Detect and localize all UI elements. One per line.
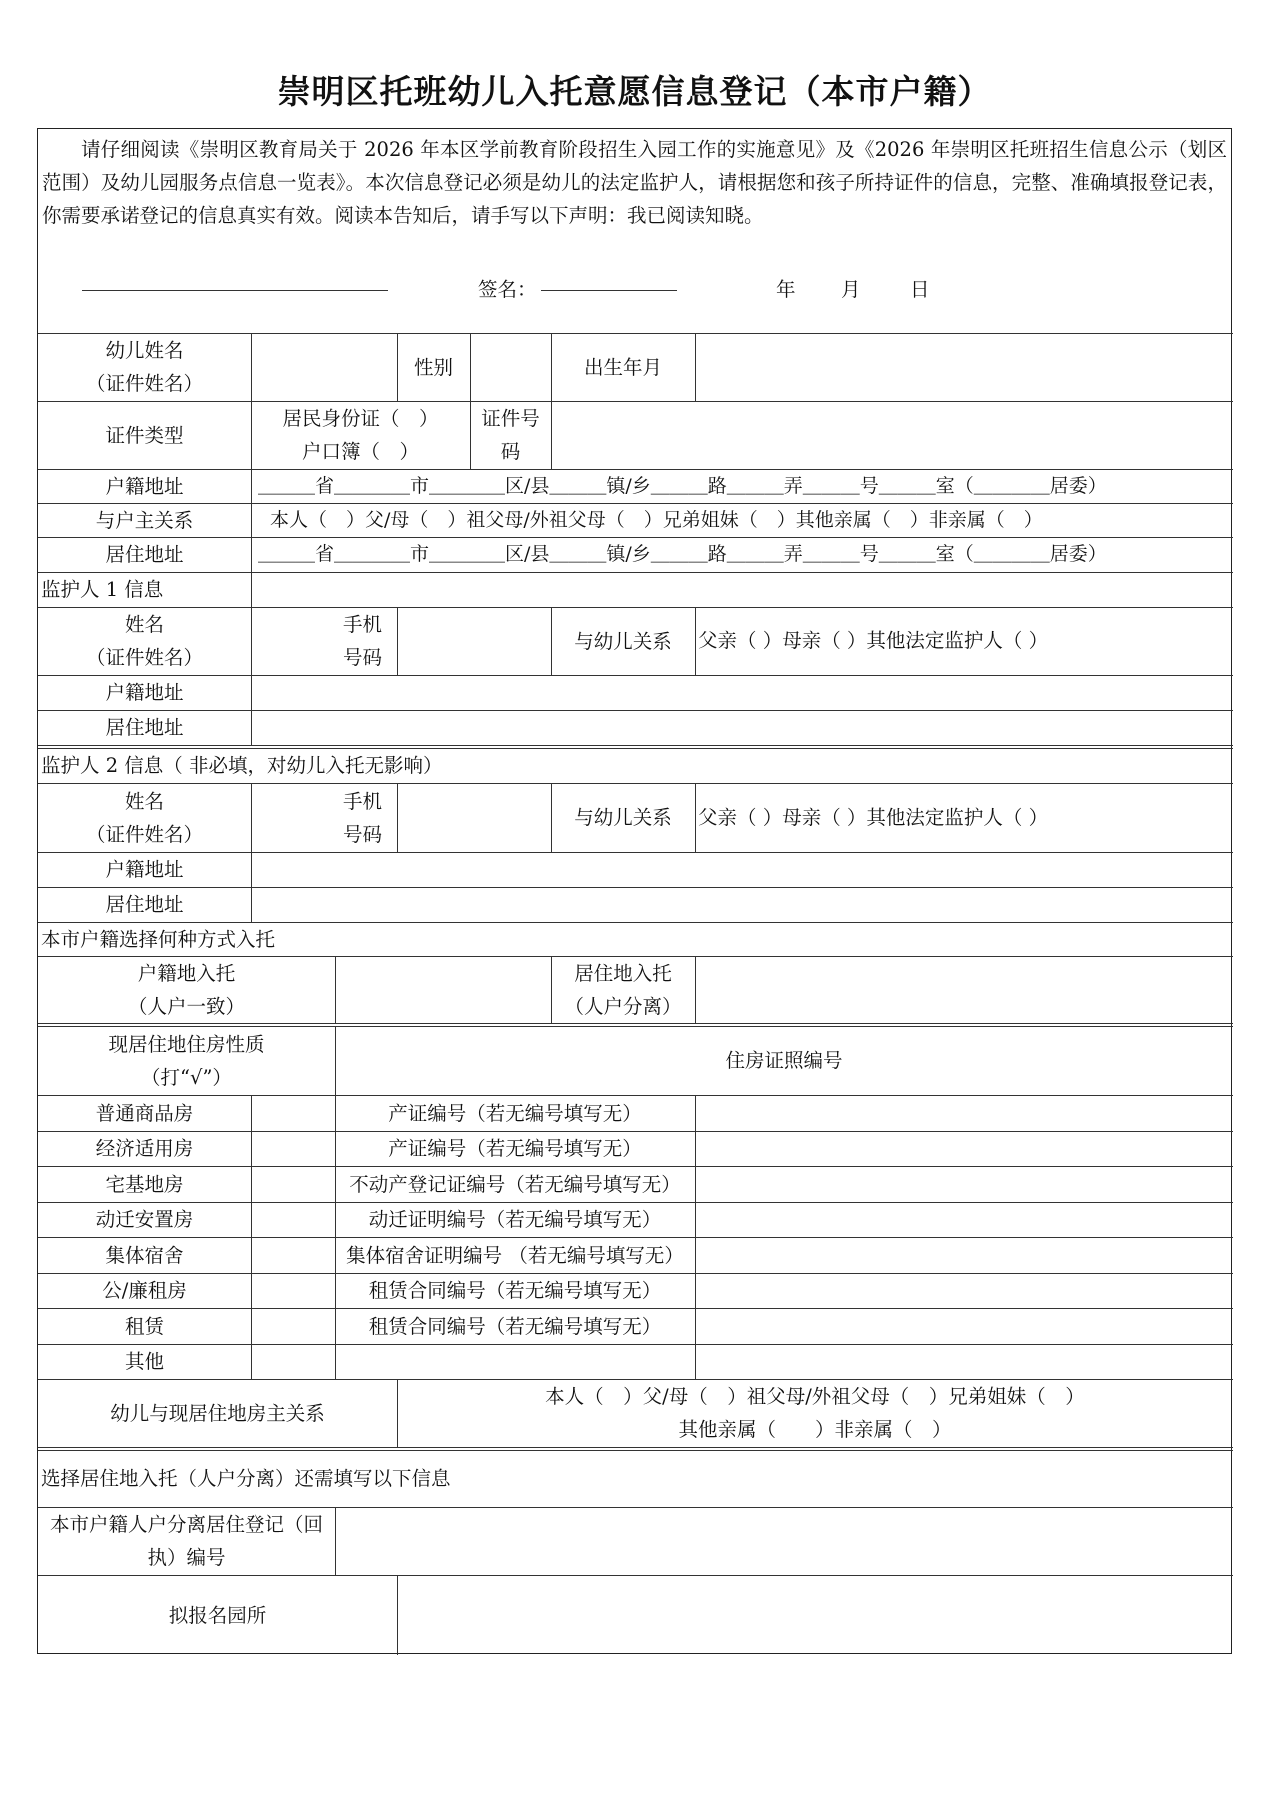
guardian1-relation-label: 与幼儿关系 (574, 629, 672, 653)
mode-residence-label: 居住地入托 （人户分离） (564, 961, 682, 1018)
guardian1-name-label: 姓名 （证件姓名） (85, 613, 203, 669)
form-title: 崇明区托班幼儿入托意愿信息登记（本市户籍） (277, 72, 992, 111)
child-name-label: 幼儿姓名 （证件姓名） (85, 339, 203, 395)
guardian1-relation-options[interactable]: 父亲（ ）母亲（ ）其他法定监护人（ ） (698, 629, 1049, 652)
separation-header: 选择居住地入托（人户分离）还需填写以下信息 (41, 1467, 451, 1490)
target-school-label: 拟报名园所 (168, 1603, 267, 1627)
housing-nature-label: 现居住地住房性质 （打“√”） (108, 1032, 265, 1089)
guardian1-hukou-label: 户籍地址 (105, 681, 184, 704)
hukou-address-label: 户籍地址 (105, 474, 184, 498)
guardian2-residence-label: 居住地址 (105, 893, 184, 916)
housing-cert-label (335, 1344, 695, 1379)
guardian1-residence-label: 居住地址 (105, 716, 184, 739)
housing-cert-label: 产证编号（若无编号填写无） (388, 1101, 642, 1125)
housing-type-label: 租赁 (124, 1314, 164, 1338)
sign-day: 日 (910, 278, 930, 301)
id-type-label: 证件类型 (105, 423, 184, 447)
housing-type-label: 宅基地房 (105, 1172, 184, 1196)
guardian1-phone-field[interactable] (398, 608, 550, 674)
housing-cert-header: 住房证照编号 (725, 1049, 843, 1072)
housing-type-label: 普通商品房 (95, 1101, 194, 1125)
declaration-line[interactable] (82, 290, 388, 291)
housing-cert-number-column[interactable] (696, 1096, 1232, 1378)
gender-field[interactable] (471, 334, 550, 400)
housing-type-label: 经济适用房 (95, 1137, 194, 1160)
housing-cert-label: 产证编号（若无编号填写无） (388, 1137, 642, 1160)
guardian2-relation-options[interactable]: 父亲（ ）母亲（ ）其他法定监护人（ ） (698, 806, 1049, 829)
id-type-options[interactable]: 居民身份证（ ） 户口簿（ ） (282, 407, 439, 463)
guardian2-hukou-field[interactable] (252, 853, 1232, 886)
housing-type-label: 集体宿舍 (105, 1243, 184, 1267)
birth-field[interactable] (696, 334, 1232, 400)
housing-cert-label: 租赁合同编号（若无编号填写无） (368, 1279, 662, 1302)
sign-field[interactable] (541, 290, 677, 291)
housing-cert-label: 租赁合同编号（若无编号填写无） (368, 1314, 662, 1338)
guardian1-hukou-field[interactable] (252, 676, 1232, 709)
residence-address-field[interactable]: ＿＿＿省＿＿＿＿市＿＿＿＿区/县＿＿＿镇/乡＿＿＿路＿＿＿弄＿＿＿号＿＿＿室（＿＿＿＿居委） (258, 543, 1107, 565)
housing-check-column[interactable] (252, 1096, 334, 1378)
target-school-field[interactable] (398, 1576, 1232, 1653)
householder-relation-options[interactable]: 本人（ ）父/母（ ）祖父母/外祖父母（ ）兄弟姐妹（ ）其他亲属（ ）非亲属（ ） (270, 509, 1043, 531)
guardian2-residence-field[interactable] (252, 888, 1232, 921)
mode-residence-field[interactable] (696, 957, 1232, 1022)
housing-type-label: 公/廉租房 (102, 1279, 187, 1302)
guardian1-phone-label: 手机 号码 (342, 613, 382, 669)
sign-label: 签名： (478, 278, 537, 301)
id-number-label: 证件号 码 (481, 407, 540, 463)
sign-year: 年 (776, 278, 796, 301)
mode-header: 本市户籍选择何种方式入托 (41, 928, 276, 951)
guardian2-relation-label: 与幼儿关系 (574, 806, 672, 829)
mode-hukou-label: 户籍地入托 （人户一致） (127, 961, 245, 1018)
birth-label: 出生年月 (583, 355, 662, 379)
id-number-field[interactable] (552, 402, 1232, 468)
guardian2-name-label: 姓名 （证件姓名） (85, 789, 203, 846)
guardian1-header: 监护人 1 信息 (41, 578, 164, 601)
housing-cert-label: 动迁证明编号（若无编号填写无） (368, 1208, 662, 1231)
housing-type-label: 动迁安置房 (95, 1208, 194, 1231)
guardian2-phone-field[interactable] (398, 784, 550, 851)
registration-form (37, 128, 1232, 1654)
gender-label: 性别 (413, 355, 453, 379)
guardian2-phone-label: 手机 号码 (342, 789, 382, 846)
child-name-field[interactable] (252, 334, 396, 400)
hukou-address-field[interactable]: ＿＿＿省＿＿＿＿市＿＿＿＿区/县＿＿＿镇/乡＿＿＿路＿＿＿弄＿＿＿号＿＿＿室（＿＿＿＿居委） (258, 475, 1107, 497)
separation-registration-label: 本市户籍人户分离居住登记（回 执）编号 (49, 1513, 323, 1569)
sign-month: 月 (841, 278, 861, 301)
owner-relation-label: 幼儿与现居住地房主关系 (110, 1401, 325, 1425)
mode-hukou-field[interactable] (336, 957, 550, 1022)
notice-text: 请仔细阅读《崇明区教育局关于 2026 年本区学前教育阶段招生入园工作的实施意见》及《2026 年崇明区托班招生信息公示（划区范围）及幼儿园服务点信息一览表》。本次信息登记必须是幼儿的法定监护人，请根据您和孩子所持证件的信息，完整、准确填报登记表，你需要承诺登记的信息真实有效。阅读本告知后，请手写以下声明：我已阅读知晓。 (42, 138, 1227, 227)
housing-cert-label: 不动产登记证编号（若无编号填写无） (349, 1172, 681, 1196)
residence-address-label: 居住地址 (105, 543, 184, 566)
guardian2-header: 监护人 2 信息（ 非必填，对幼儿入托无影响） (41, 754, 443, 777)
guardian2-hukou-label: 户籍地址 (105, 858, 184, 881)
housing-cert-label: 集体宿舍证明编号 （若无编号填写无） (346, 1243, 684, 1267)
householder-relation-label: 与户主关系 (95, 508, 194, 532)
owner-relation-options[interactable]: 本人（ ）父/母（ ）祖父母/外祖父母（ ）兄弟姐妹（ ） 其他亲属（ ）非亲属（ ） (545, 1385, 1085, 1441)
separation-registration-field[interactable] (336, 1508, 1232, 1574)
housing-type-label: 其他 (124, 1350, 164, 1373)
guardian1-residence-field[interactable] (252, 711, 1232, 744)
